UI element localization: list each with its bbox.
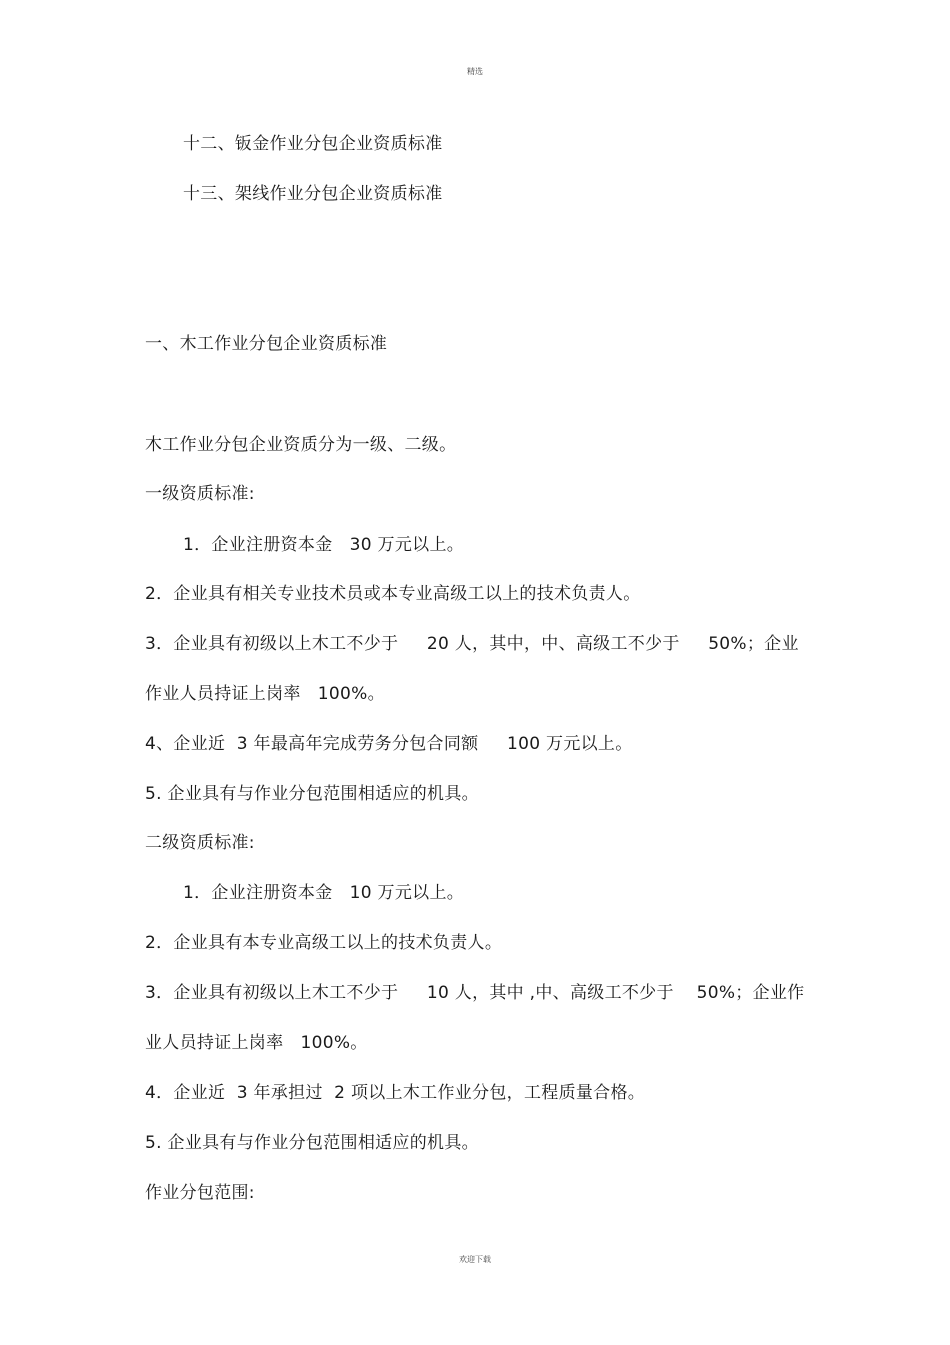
page-header-mark: 精选 xyxy=(467,67,483,76)
list-item: 2．企业具有本专业高级工以上的技术负责人。 xyxy=(145,933,503,953)
list-item: 1．企业注册资本金 10 万元以上。 xyxy=(183,883,465,903)
list-item: 3．企业具有初级以上木工不少于 10 人，其中 ,中、高级工不少于 50%；企业作 xyxy=(145,983,805,1003)
subheading-level-1: 一级资质标准: xyxy=(145,484,255,504)
list-item: 3．企业具有初级以上木工不少于 20 人，其中，中、高级工不少于 50%；企业 xyxy=(145,634,799,654)
subheading-scope: 作业分包范围: xyxy=(145,1183,255,1203)
list-item-continuation: 业人员持证上岗率 100%。 xyxy=(145,1033,368,1053)
subheading-level-2: 二级资质标准: xyxy=(145,833,255,853)
section-heading: 一、木工作业分包企业资质标准 xyxy=(145,334,388,354)
list-item: 4、企业近 3 年最高年完成劳务分包合同额 100 万元以上。 xyxy=(145,734,633,754)
list-item: 1．企业注册资本金 30 万元以上。 xyxy=(183,535,465,555)
list-item: 5. 企业具有与作业分包范围相适应的机具。 xyxy=(145,1133,479,1153)
page-footer-mark: 欢迎下载 xyxy=(459,1255,491,1264)
toc-item-12: 十二、钣金作业分包企业资质标准 xyxy=(183,134,443,154)
list-item: 4．企业近 3 年承担过 2 项以上木工作业分包，工程质量合格。 xyxy=(145,1083,646,1103)
paragraph-intro: 木工作业分包企业资质分为一级、二级。 xyxy=(145,435,457,455)
list-item: 5. 企业具有与作业分包范围相适应的机具。 xyxy=(145,784,479,804)
toc-item-13: 十三、架线作业分包企业资质标准 xyxy=(183,184,443,204)
list-item: 2．企业具有相关专业技术员或本专业高级工以上的技术负责人。 xyxy=(145,584,641,604)
list-item-continuation: 作业人员持证上岗率 100%。 xyxy=(145,684,385,704)
